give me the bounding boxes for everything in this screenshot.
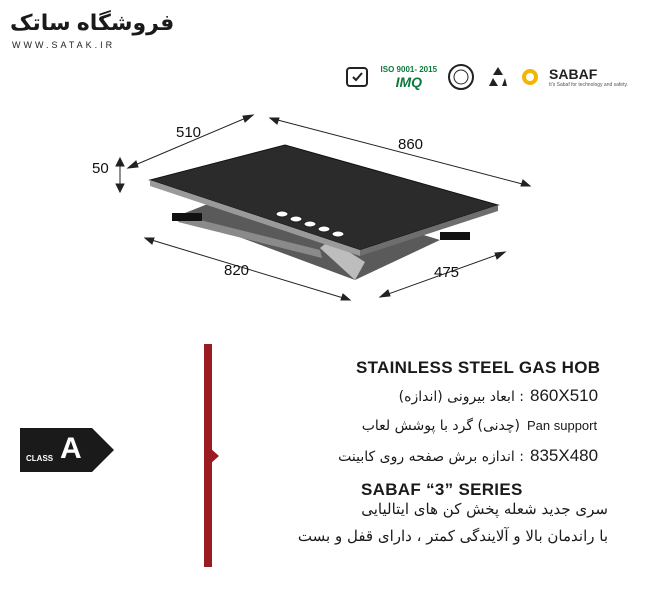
brand-logo-text: فروشگاه ساتک [10, 10, 175, 35]
description-line-2: با راندمان بالا و آلایندگی کمتر ، دارای قفل و بست [297, 527, 608, 545]
energy-class-badge [20, 428, 114, 477]
knob-3 [304, 221, 316, 227]
dim-depth: 510 [176, 124, 202, 141]
size-value: 860X510 [530, 386, 599, 405]
knob-1 [276, 211, 288, 217]
iso-label: ISO 9001- 2015 [380, 64, 438, 74]
energy-class-value: A [60, 432, 82, 465]
knob-4 [318, 226, 330, 232]
dim-cut-width: 820 [224, 262, 250, 279]
energy-class-label: CLASS [26, 454, 54, 463]
product-title: STAINLESS STEEL GAS HOB [356, 358, 601, 377]
imq-label: IMQ [395, 73, 423, 90]
knob-5 [332, 231, 344, 237]
hob-foot-left [172, 213, 202, 221]
divider-notch [210, 448, 219, 464]
hob-foot-right [440, 232, 470, 240]
pan-support-fa: (چدنی) گرد با پوشش لعاب [361, 418, 520, 434]
series-title: SABAF “3” SERIES [361, 480, 523, 499]
brand-url: WWW.SATAK.IR [12, 40, 116, 50]
sabaf-tagline: It's Sabaf for technology and safety. [549, 82, 628, 88]
cut-size-label: : اندازه برش صفحه روی کابینت [338, 449, 524, 465]
description-line-1: سری جدید شعله پخش کن های ایتالیایی [361, 500, 608, 518]
size-label: : ابعاد بیرونی (اندازه) [398, 389, 524, 405]
knob-2 [290, 216, 302, 222]
cut-size-value: 835X480 [530, 446, 599, 465]
dim-cut-depth: 475 [434, 264, 460, 281]
pan-support-en: Pan support [527, 418, 598, 433]
sabaf-name: SABAF [549, 66, 598, 82]
dim-width: 860 [398, 136, 424, 153]
dim-height: 50 [92, 160, 109, 177]
